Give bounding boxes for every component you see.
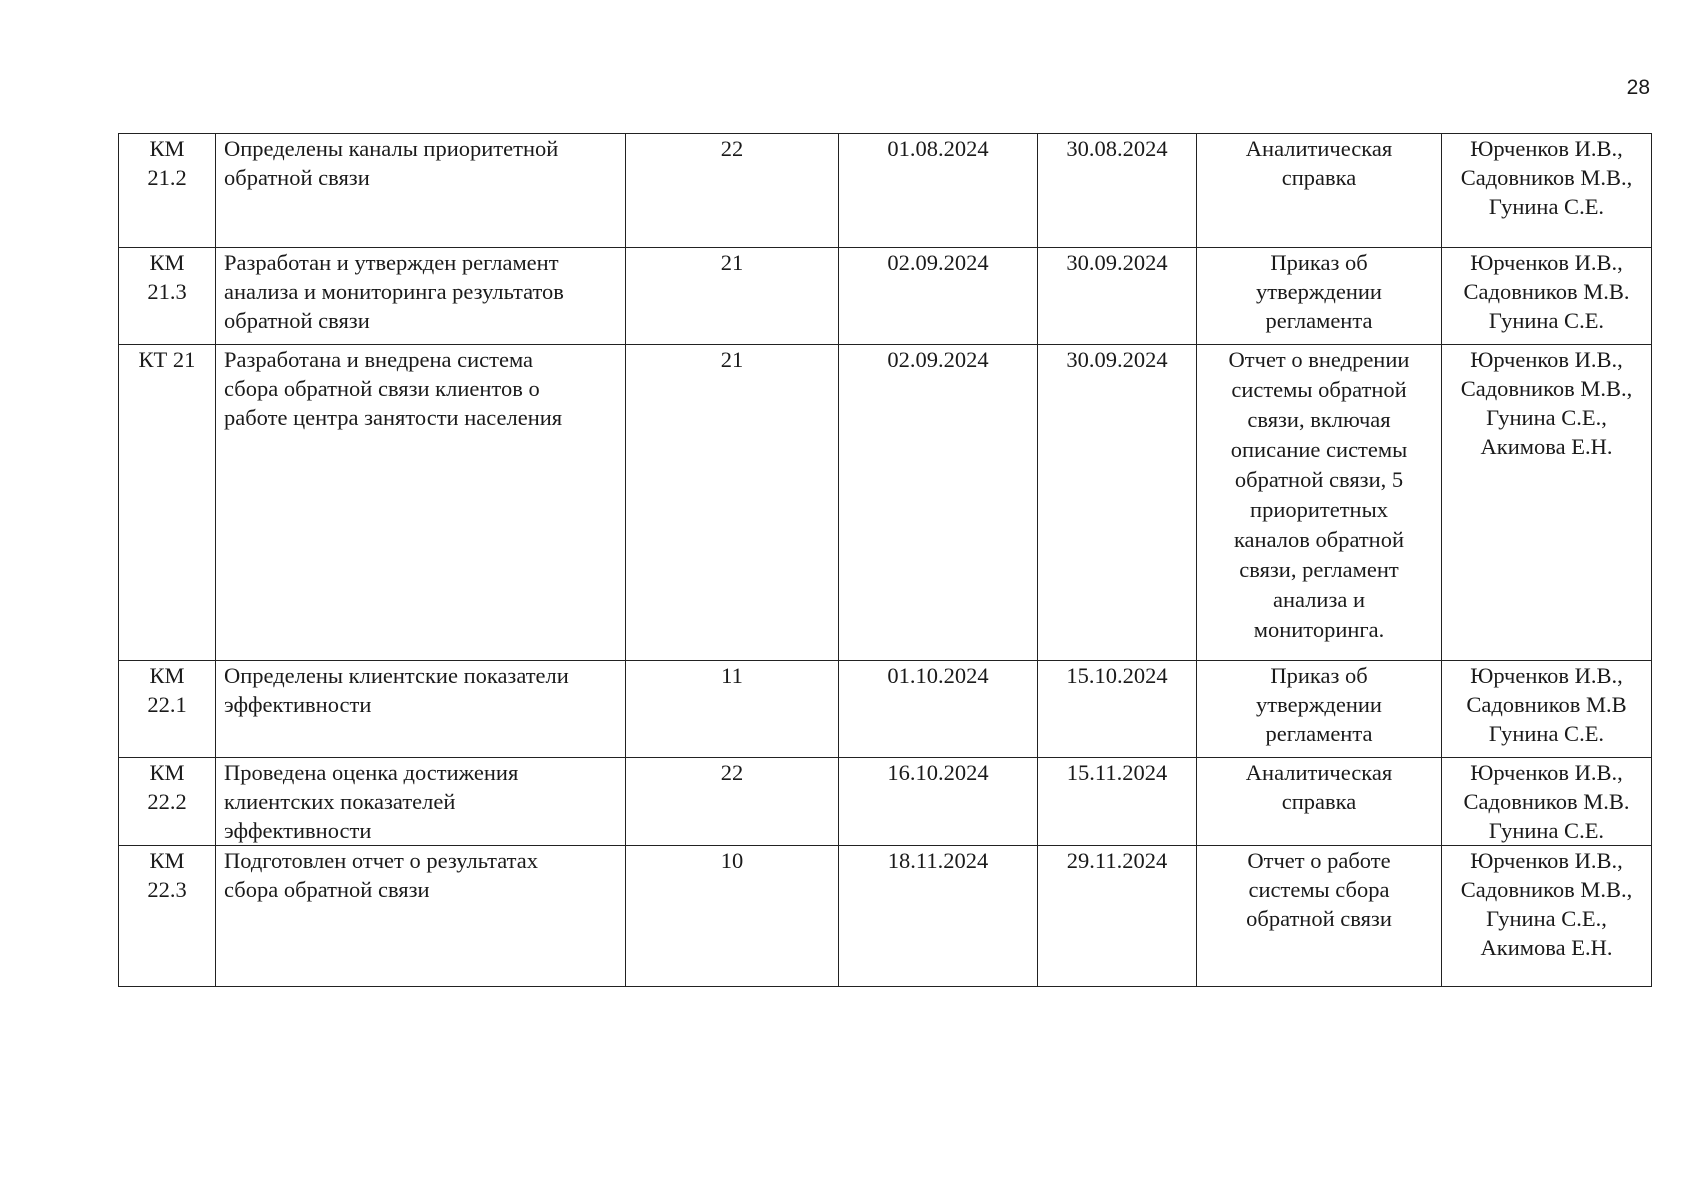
table-row [119,134,1652,248]
table-row [119,661,1652,758]
row-title-line: Проведена оценка достижения [224,760,519,785]
row-document-cell [1197,661,1442,758]
row-document-line: регламента [1265,308,1373,333]
row-code-line: 21.2 [147,165,187,190]
row-responsible-line: Садовников М.В. [1463,789,1630,814]
row-responsible-line: Гунина С.Е. [1488,308,1605,333]
row-end-date-cell: 30.09.2024 [1038,345,1197,661]
row-code-cell [119,248,216,345]
row-responsible-line: Садовников М.В., [1460,165,1633,190]
row-end-date-cell: 15.11.2024 [1038,758,1197,846]
row-document-line: Приказ об [1270,250,1368,275]
row-responsible-line: Гунина С.Е., [1486,405,1607,430]
row-document-line: справка [1281,165,1357,190]
row-start-date-cell: 16.10.2024 [839,758,1038,846]
row-title-line: Разработан и утвержден регламент [224,250,559,275]
row-document-line: Аналитическая [1245,136,1393,161]
row-duration-cell: 10 [626,846,839,987]
row-responsible-cell [1442,846,1652,987]
row-code-line: КМ [149,250,185,275]
row-title-line: сбора обратной связи клиентов о [224,376,540,401]
row-document-line: обратной связи [1246,906,1392,931]
row-start-date-cell: 01.08.2024 [839,134,1038,248]
row-document-line: Приказ об [1270,663,1368,688]
row-document-line: связи, регламент [1239,557,1399,582]
row-responsible-line: Гунина С.Е., [1486,906,1607,931]
row-duration-cell: 11 [626,661,839,758]
row-responsible-line: Садовников М.В., [1460,376,1633,401]
row-code-line: 22.1 [147,692,187,717]
row-title-line: анализа и мониторинга результатов [224,279,564,304]
row-document-cell [1197,345,1442,661]
row-document-cell [1197,248,1442,345]
row-start-date-cell: 02.09.2024 [839,345,1038,661]
row-responsible-line: Гунина С.Е. [1488,721,1605,746]
row-code-line: 21.3 [147,279,187,304]
table-row [119,248,1652,345]
row-document-line: Отчет о внедрении [1228,347,1410,372]
row-title-line: сбора обратной связи [224,877,430,902]
row-code-cell [119,846,216,987]
row-responsible-line: Акимова Е.Н. [1480,434,1613,459]
row-document-line: анализа и [1272,587,1366,612]
row-document-line: утверждении [1256,692,1382,717]
row-responsible-line: Юрченков И.В., [1470,760,1623,785]
row-document-line: приоритетных [1250,497,1388,522]
row-code-line: КМ [149,760,185,785]
row-document-line: утверждении [1256,279,1382,304]
row-responsible-cell [1442,345,1652,661]
row-responsible-line: Юрченков И.В., [1470,347,1623,372]
row-document-line: обратной связи, 5 [1234,467,1404,492]
page-number: 28 [1626,76,1650,99]
row-start-date-cell: 01.10.2024 [839,661,1038,758]
row-title-line: обратной связи [224,308,370,333]
row-title-line: эффективности [224,818,372,843]
row-document-cell [1197,758,1442,846]
row-responsible-line: Садовников М.В. [1463,279,1630,304]
table-row [119,345,1652,661]
row-code-line: КТ 21 [138,347,196,372]
row-responsible-line: Юрченков И.В., [1470,136,1623,161]
row-start-date-cell: 18.11.2024 [839,846,1038,987]
row-code-cell [119,758,216,846]
table-row [119,846,1652,987]
table-row [119,758,1652,846]
table-body [119,134,1652,987]
row-duration-cell: 22 [626,134,839,248]
row-document-cell [1197,846,1442,987]
row-document-line: регламента [1265,721,1373,746]
row-responsible-line: Садовников М.В., [1460,877,1633,902]
row-responsible-line: Акимова Е.Н. [1480,935,1613,960]
row-code-cell [119,134,216,248]
row-code-line: КМ [149,136,185,161]
row-document-line: системы сбора [1248,877,1390,902]
row-code-line: 22.3 [147,877,187,902]
row-code-line: КМ [149,848,185,873]
row-start-date-cell: 02.09.2024 [839,248,1038,345]
row-title-line: Определены каналы приоритетной [224,136,559,161]
row-responsible-cell [1442,248,1652,345]
row-code-line: КМ [149,663,185,688]
row-responsible-line: Юрченков И.В., [1470,250,1623,275]
row-code-cell [119,345,216,661]
row-document-cell [1197,134,1442,248]
row-responsible-line: Садовников М.В [1466,692,1627,717]
row-title-line: эффективности [224,692,372,717]
milestones-table [118,133,1652,987]
row-document-line: описание системы [1230,437,1408,462]
row-document-line: системы обратной [1231,377,1407,402]
row-document-line: каналов обратной [1233,527,1405,552]
row-document-line: Отчет о работе [1247,848,1391,873]
row-title-line: Подготовлен отчет о результатах [224,848,539,873]
row-responsible-line: Юрченков И.В., [1470,848,1623,873]
row-duration-cell: 21 [626,248,839,345]
row-title-cell [216,248,626,345]
row-end-date-cell: 15.10.2024 [1038,661,1197,758]
row-responsible-line: Юрченков И.В., [1470,663,1623,688]
row-title-line: Разработана и внедрена система [224,347,534,372]
row-title-line: Определены клиентские показатели [224,663,569,688]
row-duration-cell: 22 [626,758,839,846]
row-document-line: мониторинга. [1253,617,1385,642]
row-document-line: Аналитическая [1245,760,1393,785]
row-code-cell [119,661,216,758]
row-code-line: 22.2 [147,789,187,814]
row-title-cell [216,661,626,758]
row-end-date-cell: 30.08.2024 [1038,134,1197,248]
row-title-cell [216,134,626,248]
row-end-date-cell: 29.11.2024 [1038,846,1197,987]
row-duration-cell: 21 [626,345,839,661]
row-title-cell [216,345,626,661]
row-title-line: клиентских показателей [224,789,456,814]
row-responsible-cell [1442,661,1652,758]
row-document-line: справка [1281,789,1357,814]
row-document-line: связи, включая [1247,407,1391,432]
row-responsible-line: Гунина С.Е. [1488,818,1605,843]
row-title-cell [216,846,626,987]
row-title-cell [216,758,626,846]
row-title-line: обратной связи [224,165,370,190]
row-responsible-cell [1442,134,1652,248]
row-title-line: работе центра занятости населения [224,405,563,430]
row-responsible-line: Гунина С.Е. [1488,194,1605,219]
row-end-date-cell: 30.09.2024 [1038,248,1197,345]
row-responsible-cell [1442,758,1652,846]
